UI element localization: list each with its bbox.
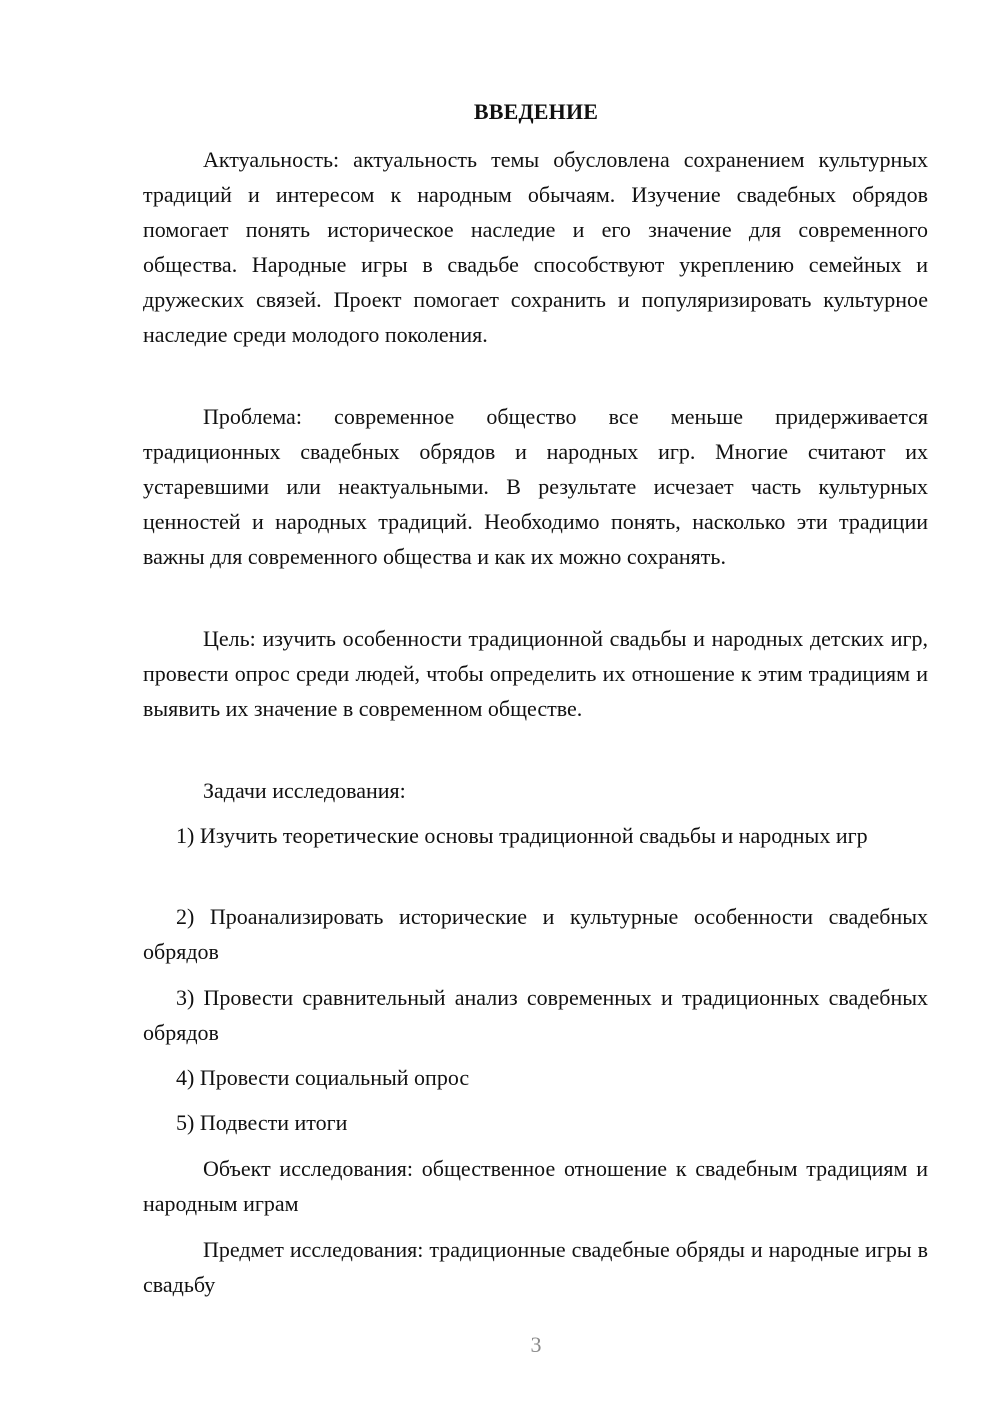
task-item-2: 2) Проанализировать исторические и культурные особенности свадебных обрядов bbox=[143, 904, 928, 964]
goal-paragraph: Цель: изучить особенности традиционной свадьбы и народных детских игр, провести опрос среди людей, чтобы определить их отношение к этим традициям и выявить их значение в современном обществе. bbox=[143, 626, 928, 721]
page-number: 3 bbox=[530, 1332, 542, 1357]
task-item-4: 4) Провести социальный опрос bbox=[176, 1065, 470, 1090]
tasks-heading: Задачи исследования: bbox=[203, 778, 406, 803]
subject-paragraph: Предмет исследования: традиционные свадебные обряды и народные игры в свадьбу bbox=[143, 1237, 928, 1297]
task-item-1: 1) Изучить теоретические основы традиционной свадьбы и народных игр bbox=[176, 823, 868, 848]
relevance-paragraph: Актуальность: актуальность темы обусловлена сохранением культурных традиций и интересом к народным обычаям. Изучение свадебных обрядов помогает понять историческое наследие и его значение для современного общества. Народные игры в свадьбе способствуют укреплению семейных и дружеских связей. Проект помогает сохранить и популяризировать культурное наследие среди молодого поколения. bbox=[143, 147, 928, 347]
section-heading: ВВЕДЕНИЕ bbox=[473, 99, 599, 124]
task-item-5: 5) Подвести итоги bbox=[176, 1110, 348, 1135]
task-item-3: 3) Провести сравнительный анализ современных и традиционных свадебных обрядов bbox=[143, 985, 928, 1045]
problem-paragraph: Проблема: современное общество все меньше придерживается традиционных свадебных обрядов и народных игр. Многие считают их устаревшими или неактуальными. В результате исчезает часть культурных ценностей и народных традиций. Необходимо понять, насколько эти традиции важны для современного общества и как их можно сохранять. bbox=[143, 404, 928, 569]
object-paragraph: Объект исследования: общественное отношение к свадебным традициям и народным играм bbox=[143, 1156, 928, 1216]
